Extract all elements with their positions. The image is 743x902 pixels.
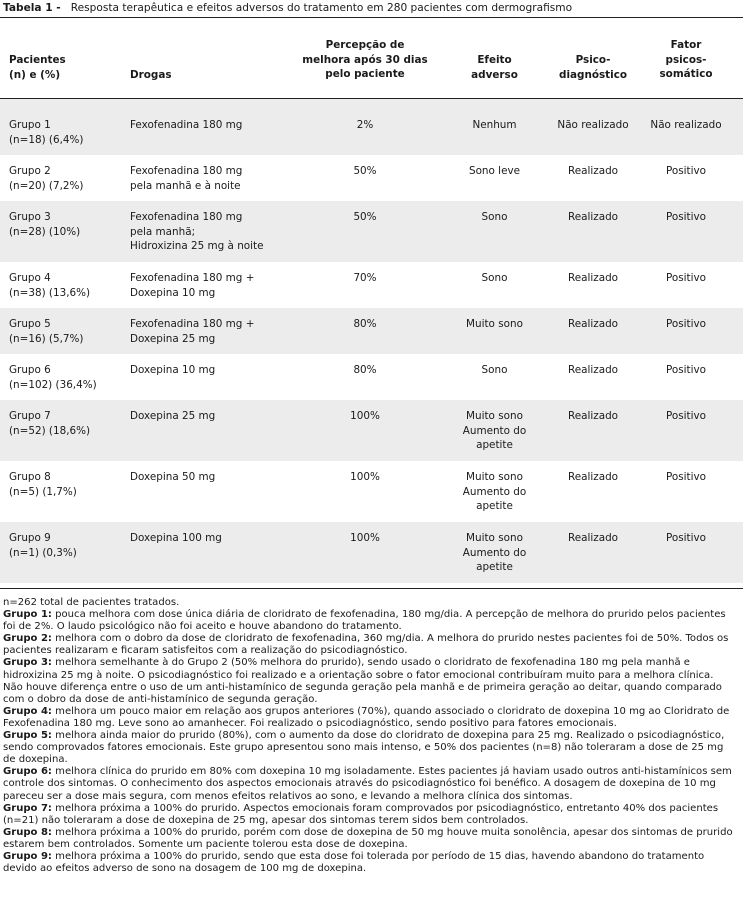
cell-drugs: Fexofenadina 180 mg + Doxepina 25 mg <box>130 318 255 345</box>
cell-psycho: Realizado <box>567 272 619 284</box>
header-drugs: Drogas <box>130 69 172 81</box>
cell-psycho: Realizado <box>567 532 619 544</box>
footnote-text: n=262 total de pacientes tratados. <box>3 597 180 608</box>
cell-group: Grupo 5 (n=16) (5,7%) <box>9 318 84 345</box>
header-group: Pacientes (n) e (%) <box>9 54 66 81</box>
cell-adverse: Sono leve <box>468 165 521 177</box>
table-row <box>0 262 743 308</box>
footnote-text: melhora um pouco maior em relação aos grupos anteriores (70%), quando associado o cloridrato de doxepina 10 mg ao Cloridrato de Fexofenadina 180 mg. Leve sono ao amanhecer. Foi realizado o psicodiagnóstico, sendo positivo para fatores emocionais. <box>3 705 730 729</box>
cell-drugs: Fexofenadina 180 mg pela manhã; Hidroxizina 25 mg à noite <box>130 211 264 252</box>
footnote-text: melhora semelhante à do Grupo 2 (50% melhora do prurido), sendo usado o cloridrato de fexofenadina 180 mg pela manhã e hidroxizina 25 mg à noite. O psicodiagnóstico foi realizado e a orientação sobre o fator emocional contribuíram muito para a melhora clínica. <box>3 657 714 681</box>
footnote <box>3 827 739 851</box>
caption-text: Resposta terapêutica e efeitos adversos do tratamento em 280 pacientes com dermografismo <box>70 2 573 14</box>
cell-psycho: Realizado <box>567 410 619 422</box>
cell-drugs: Fexofenadina 180 mg <box>130 119 243 131</box>
cell-factor: Positivo <box>665 364 707 376</box>
footnote <box>3 597 739 609</box>
footnote-lead: Grupo 3: <box>3 657 52 669</box>
footnote-lead: Grupo 1: <box>3 609 52 621</box>
cell-perception: 100% <box>350 410 380 422</box>
footnote-text: melhora próxima a 100% do prurido. Aspectos emocionais foram comprovados por psicodiagnóstico, entretanto 40% dos pacientes (n=21) não toleraram a dose de doxepina de 25 mg, apesar dos sintomas terem sidos bem controlados. <box>3 802 719 826</box>
footnote-text: Não houve diferença entre o uso de um anti-histamínico de segunda geração pela manhã e de primeira geração ao deitar, quando comparado com o dobro da dose de anti-histamínico de segunda geração. <box>3 681 722 705</box>
cell-adverse: Muito sono Aumento do apetite <box>462 532 527 573</box>
table-row <box>0 201 743 262</box>
cell-group: Grupo 4 (n=38) (13,6%) <box>9 272 91 299</box>
footnote <box>3 706 739 730</box>
cell-psycho: Realizado <box>567 165 619 177</box>
footnote-lead: Grupo 6: <box>3 766 52 778</box>
footnote <box>3 766 739 802</box>
footnote <box>3 657 739 681</box>
cell-group: Grupo 8 (n=5) (1,7%) <box>9 471 77 498</box>
footnote-lead: Grupo 9: <box>3 850 52 862</box>
table-row <box>0 155 743 201</box>
cell-psycho: Realizado <box>567 471 619 483</box>
header-perception: Percepção de melhora após 30 dias pelo paciente <box>302 39 428 80</box>
cell-perception: 50% <box>353 165 377 177</box>
footnote-text: melhora próxima a 100% do prurido, porém com dose de doxepina de 50 mg houve muita sonolência, apesar dos sintomas de prurido estarem bem controlados. Somente um paciente tolerou esta dose de doxepina. <box>3 826 733 850</box>
cell-drugs: Doxepina 25 mg <box>130 410 216 422</box>
cell-factor: Positivo <box>665 211 707 223</box>
cell-adverse: Muito sono Aumento do apetite <box>462 410 527 451</box>
cell-adverse: Sono <box>481 272 508 284</box>
cell-drugs: Fexofenadina 180 mg pela manhã e à noite <box>130 165 243 192</box>
cell-adverse: Muito sono <box>466 318 523 330</box>
cell-perception: 100% <box>350 471 380 483</box>
cell-perception: 80% <box>353 364 377 376</box>
table-row <box>0 308 743 354</box>
cell-psycho: Realizado <box>567 211 619 223</box>
cell-perception: 80% <box>353 318 377 330</box>
footnote-text: melhora próxima a 100% do prurido, sendo que esta dose foi tolerada por período de 15 dias, havendo abandono do tratamento devido ao efeitos adverso de sono na dosagem de 100 mg de doxepina. <box>3 850 705 875</box>
footnote <box>3 633 739 657</box>
cell-group: Grupo 2 (n=20) (7,2%) <box>9 165 84 192</box>
footnote-lead: Grupo 2: <box>3 633 52 645</box>
results-table <box>0 20 743 583</box>
footnote <box>3 609 739 633</box>
cell-adverse: Muito sono Aumento do apetite <box>462 471 527 512</box>
cell-adverse: Nenhum <box>472 119 517 131</box>
header-rule <box>0 98 743 99</box>
footnote <box>3 730 739 766</box>
footnote <box>3 682 739 706</box>
cell-perception: 100% <box>350 532 380 544</box>
cell-psycho: Realizado <box>567 318 619 330</box>
cell-adverse: Sono <box>481 364 508 376</box>
cell-drugs: Doxepina 10 mg <box>130 364 216 376</box>
cell-adverse: Sono <box>481 211 508 223</box>
cell-factor: Positivo <box>665 410 707 422</box>
header-psycho: Psico- diagnóstico <box>559 54 627 81</box>
footnote-lead: Grupo 4: <box>3 705 52 717</box>
cell-group: Grupo 7 (n=52) (18,6%) <box>9 410 91 437</box>
cell-group: Grupo 3 (n=28) (10%) <box>9 211 81 238</box>
table-body <box>0 98 743 583</box>
footnote-lead: Grupo 7: <box>3 802 52 814</box>
cell-group: Grupo 1 (n=18) (6,4%) <box>9 119 84 146</box>
table-row <box>0 354 743 400</box>
cell-group: Grupo 6 (n=102) (36,4%) <box>9 364 97 391</box>
header-factor: Fator psicos- somático <box>659 39 713 80</box>
cell-drugs: Doxepina 100 mg <box>130 532 222 544</box>
cell-factor: Positivo <box>665 165 707 177</box>
cell-drugs: Fexofenadina 180 mg + Doxepina 10 mg <box>130 272 255 299</box>
cell-factor: Positivo <box>665 318 707 330</box>
cell-perception: 70% <box>353 272 377 284</box>
cell-drugs: Doxepina 50 mg <box>130 471 216 483</box>
footnote-lead: Grupo 8: <box>3 826 52 838</box>
footnote-lead: Grupo 5: <box>3 730 52 742</box>
cell-group: Grupo 9 (n=1) (0,3%) <box>9 532 77 559</box>
cell-factor: Não realizado <box>650 119 722 131</box>
footnote <box>3 851 739 875</box>
cell-psycho: Não realizado <box>557 119 629 131</box>
table-row <box>0 522 743 583</box>
cell-perception: 50% <box>353 211 377 223</box>
footnote-text: melhora com o dobro da dose de cloridrato de fexofenadina, 360 mg/dia. A melhora do prurido nestes pacientes foi de 50%. Todos os pacientes realizaram e ficaram satisfeitos com a realização do psicodiagnóstico. <box>3 633 729 657</box>
caption-label: Tabela 1 - <box>3 2 61 14</box>
cell-factor: Positivo <box>665 272 707 284</box>
table-row <box>0 109 743 155</box>
cell-factor: Positivo <box>665 532 707 544</box>
bottom-rule <box>0 588 743 589</box>
top-rule <box>0 17 743 18</box>
footnote-text: melhora clínica do prurido em 80% com doxepina 10 mg isoladamente. Estes pacientes já haviam usado outros anti-histamínicos sem controle dos sintomas. O conhecimento dos aspectos emocionais através do psicodiagnóstico foi benéfico. A dosagem de doxepina de 10 mg pareceu ser a dose mais segura, com menos efeitos relativos ao sono, e levando a melhora clínica dos sintomas. <box>3 766 732 802</box>
footnote-text: melhora ainda maior do prurido (80%), com o aumento da dose do cloridrato de doxepina para 25 mg. Realizado o psicodiagnóstico, sendo comprovados fatores emocionais. Este grupo apresentou sono mais intenso, e 50% dos pacientes (n=8) não toleraram a dose de 25 mg de doxepina. <box>3 730 725 766</box>
table-row <box>0 400 743 461</box>
cell-factor: Positivo <box>665 471 707 483</box>
header-adverse: Efeito adverso <box>471 54 518 81</box>
footnote-text: pouca melhora com dose única diária de cloridrato de fexofenadina, 180 mg/dia. A percepção de melhora do prurido pelos pacientes foi de 2%. O laudo psicológico não foi aceito e houve abandono do tratamento. <box>3 609 726 633</box>
table-header <box>0 20 743 98</box>
table-caption <box>3 2 740 15</box>
footnote <box>3 803 739 827</box>
table-footnotes <box>3 597 739 875</box>
cell-perception: 2% <box>356 119 374 131</box>
cell-psycho: Realizado <box>567 364 619 376</box>
table-row <box>0 461 743 522</box>
